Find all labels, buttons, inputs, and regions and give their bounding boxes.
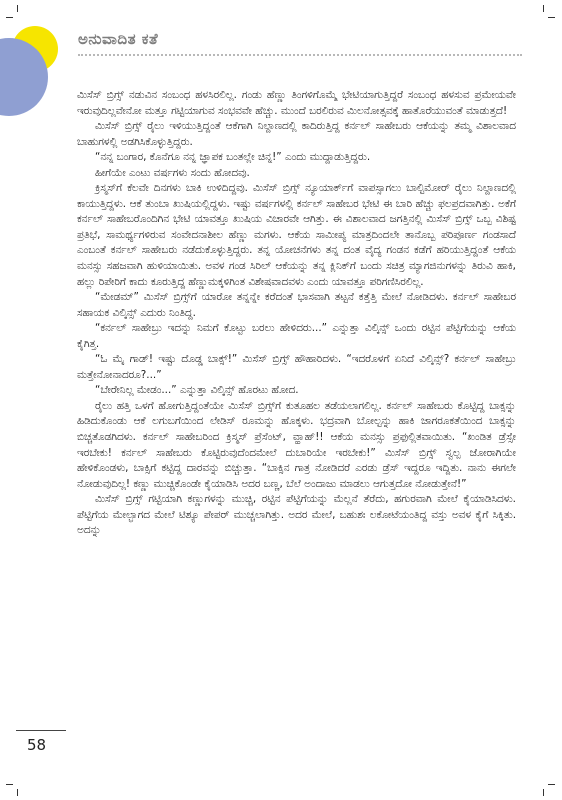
crop-mark-top-right-v	[543, 5, 544, 12]
paragraph: “ಮೇಡಮ್” ಮಿಸೆಸ್ ಬ್ರಿಗ್ಸ್‌ಗೆ ಯಾರೋ ತನ್ನನ್ನೇ ಕರೆದಂತೆ ಭಾಸವಾಗಿ ತಟ್ಟನೆ ಕತ್ತೆತ್ತಿ ಮೇಲೆ ನೋಡಿದಳು. ಕರ್ನಲ್ ಸಾಹೇಬರ ಸಹಾಯಕ ವಿಲ್ಕಿನ್ಸ್ ಎದುರು ನಿಂತಿದ್ದ.	[77, 291, 516, 319]
crop-mark-top-right-h	[548, 17, 555, 18]
page-number: 58	[27, 736, 47, 754]
paragraph: “ಓ ಮೈ ಗಾಡ್! ಇಷ್ಟು ದೊಡ್ಡ ಬಾಕ್ಸ್!” ಮಿಸೆಸ್ ಬ್ರಿಗ್ಸ್ ಹೌಹಾರಿದಳು. “ಇದರೊಳಗೆ ಏನಿದೆ ವಿಲ್ಕಿನ್ಸ್? ಕರ್ನಲ್ ಸಾಹೇಬ್ರು ಮತ್ತೇನೋನಾದರೂ?...”	[77, 353, 516, 381]
paragraph: ಮಿಸೆಸ್ ಬ್ರಿಗ್ಸ್ ಗಟ್ಟಿಯಾಗಿ ಕಣ್ಣುಗಳನ್ನು ಮುಚ್ಚಿ, ರಟ್ಟಿನ ಪೆಟ್ಟಿಗೆಯನ್ನು ಮೆಲ್ಲನೆ ತೆರೆದು, ಹಗುರವಾಗಿ ಮೇಲೆ ಕೈಯಾಡಿಸಿದಳು. ಪೆಟ್ಟಿಗೆಯ ಮೇಲ್ಭಾಗದ ಮೇಲೆ ಟಿಶ್ಯೂ ಪೇಪರ್ ಮುಚ್ಚಲಾಗಿತ್ತು. ಅದರ ಮೇಲೆ, ಬಹುಶಃ ಲಕೋಟೆಯಂತಿದ್ದ ವಸ್ತು ಅವಳ ಕೈಗೆ ಸಿಕ್ಕಿತು. ಅದನ್ನು	[77, 493, 516, 537]
crop-mark-bottom-right-h	[548, 784, 555, 785]
paragraph: ಹೀಗೆಯೇ ಎಂಟು ವರ್ಷಗಳು ಸಂದು ಹೋದವು.	[95, 166, 250, 179]
header-dotted-rule	[78, 54, 522, 56]
footer-rule	[16, 730, 66, 731]
paragraph: ಮಿಸೆಸ್ ಬ್ರಿಗ್ಸ್ ನಡುವಿನ ಸಂಬಂಧ ಹಳಸಿರಲಿಲ್ಲ. ಗಂಡು ಹೆಣ್ಣು ತಿಂಗಳಿಗೊಮ್ಮೆ ಭೇಟಿಯಾಗುತ್ತಿದ್ದರೆ ಸಂಬಂಧ ಹಳಸುವ ಪ್ರಮೇಯವೇ ಇರುವುದಿಲ್ಲವೇನೋ ಮತ್ತೂ ಗಟ್ಟಿಯಾಗುವ ಸಂಭವವೇ ಹೆಚ್ಚು. ಮುಂದೆ ಬರಲಿರುವ ಮಿಲನೋತ್ಸವಕ್ಕೆ ಹಾತೊರೆಯುವಂತೆ ಮಾಡುತ್ತದೆ!	[77, 89, 516, 117]
crop-mark-bottom-right-v	[543, 789, 544, 796]
paragraph: ಮಿಸೆಸ್ ಬ್ರಿಗ್ಸ್ ರೈಲು ಇಳಿಯುತ್ತಿದ್ದಂತೆ ಆಕೆಗಾಗಿ ನಿಲ್ದಾಣದಲ್ಲಿ ಕಾದಿರುತ್ತಿದ್ದ ಕರ್ನಲ್ ಸಾಹೇಬರು ಆಕೆಯನ್ನು ತಮ್ಮ ವಿಶಾಲವಾದ ಬಾಹುಗಳಲ್ಲಿ ಅಡಗಿಸಿಕೊಳ್ಳುತ್ತಿದ್ದರು.	[77, 120, 516, 148]
story-body	[77, 88, 516, 539]
crop-mark-bottom-left-h	[6, 784, 13, 785]
paragraph: ರೈಲು ಹತ್ತಿ ಒಳಗೆ ಹೋಗುತ್ತಿದ್ದಂತೆಯೇ ಮಿಸೆಸ್ ಬ್ರಿಗ್ಸ್‌ಗೆ ಕುತೂಹಲ ತಡೆಯಲಾಗಲಿಲ್ಲ. ಕರ್ನಲ್ ಸಾಹೇಬರು ಕೊಟ್ಟಿದ್ದ ಬಾಕ್ಸನ್ನು ಹಿಡಿದುಕೊಂಡು ಆಕೆ ಲಗುಬಗೆಯಿಂದ ಲೇಡಿಸ್ ರೂಮನ್ನು ಹೊಕ್ಕಳು. ಭದ್ರವಾಗಿ ಬೋಲ್ಟನ್ನು ಹಾಕಿ ಜಾಗರೂಕತೆಯಿಂದ ಬಾಕ್ಸನ್ನು ಬಿಚ್ಚತೊಡಗಿದಳು. ಕರ್ನಲ್ ಸಾಹೇಬರಿಂದ ಕ್ರಿಸ್ಮಸ್ ಪ್ರೆಸೆಂಟ್, ವ್ಹಾಹ್!! ಆಕೆಯ ಮನಸ್ಸು ಪ್ರಫುಲ್ಲಿತವಾಯಿತು. “ಖಂಡಿತ ಡ್ರೆಸ್ಸೇ ಇರಬೇಕು! ಕರ್ನಲ್ ಸಾಹೇಬರು ಕೊಟ್ಟಿರುವುದೆಂದಮೇಲೆ ದುಬಾರಿಯೇ ಇರಬೇಕು!” ಮಿಸೆಸ್ ಬ್ರಿಗ್ಸ್ ಸ್ವಲ್ಪ ಜೋರಾಗಿಯೇ ಹೇಳಿಕೊಂಡಳು, ಬಾಕ್ಸಿಗೆ ಕಟ್ಟಿದ್ದ ದಾರವನ್ನು ಬಿಚ್ಚುತ್ತಾ. “ಬಾಕ್ಸಿನ ಗಾತ್ರ ನೋಡಿದರೆ ಎರಡು ಡ್ರೆಸ್ ಇದ್ದರೂ ಇದ್ದಿತು. ನಾನು ಈಗಲೇ ನೋಡುವುದಿಲ್ಲ! ಕಣ್ಣು ಮುಚ್ಚಿಕೊಂಡೇ ಕೈಯಾಡಿಸಿ ಅದರ ಬಣ್ಣ, ಬೆಲೆ ಅಂದಾಜು ಮಾಡಲು ಆಗುತ್ತದೋ ನೋಡುತ್ತೇನೆ!”	[77, 399, 516, 490]
crop-mark-top-left-h	[6, 17, 13, 18]
paragraph: “ಬೇರೇನಿಲ್ಲ ಮೇಡಂ...” ಎನ್ನುತ್ತಾ ವಿಲ್ಕಿನ್ಸ್ ಹೊರಟು ಹೋದ.	[95, 384, 299, 397]
paragraph: ಕ್ರಿಸ್ಮಸ್‌ಗೆ ಕೆಲವೇ ದಿನಗಳು ಬಾಕಿ ಉಳಿದಿದ್ದವು. ಮಿಸೆಸ್ ಬ್ರಿಗ್ಸ್ ನ್ಯೂಯಾರ್ಕ್‌ಗೆ ವಾಪಸ್ಸಾಗಲು ಬಾಲ್ಟಿಮೋರ್ ರೈಲು ನಿಲ್ದಾಣದಲ್ಲಿ ಕಾಯುತ್ತಿದ್ದಳು. ಆಕೆ ತುಂಬಾ ಖುಷಿಯಲ್ಲಿದ್ದಳು. ಇಷ್ಟು ವರ್ಷಗಳಲ್ಲಿ ಕರ್ನಲ್ ಸಾಹೇಬರ ಭೇಟಿ ಈ ಬಾರಿ ಹೆಚ್ಚು ಫಲಪ್ರದವಾಗಿತ್ತು. ಅಕೆಗೆ ಕರ್ನಲ್ ಸಾಹೇಬರೊಂದಿಗಿನ ಭೇಟಿ ಯಾವತ್ತೂ ಖುಷಿಯ ವಿಚಾರವೇ ಆಗಿತ್ತು. ಈ ವಿಶಾಲವಾದ ಜಗತ್ತಿನಲ್ಲಿ ಮಿಸೆಸ್ ಬ್ರಿಗ್ಸ್ ಒಬ್ಬ ವಿಶಿಷ್ಟ ಪ್ರತಿಭೆ, ಸಾಮರ್ಥ್ಯಗಳಿರುವ ಸಂವೇದನಾಶೀಲ ಹೆಣ್ಣು ಮಗಳು. ಆಕೆಯ ಸಾಮೀಪ್ಯ ಮಾತ್ರದಿಂದಲೇ ತಾನೊಬ್ಬ ಪರಿಪೂರ್ಣ ಗಂಡಸಾದೆ ಎಂಬಂತೆ ಕರ್ನಲ್ ಸಾಹೇಬರು ನಡೆದುಕೊಳ್ಳುತ್ತಿದ್ದರು. ತನ್ನ ಯೋಚನೆಗಳು ತನ್ನ ದಂತ ವೈದ್ಯ ಗಂಡನ ಕಡೆಗೆ ಹರಿಯುತ್ತಿದ್ದಂತೆ ಆಕೆಯ ಮನಸ್ಸು ಸಹಜವಾಗಿ ಹುಳಿಯಾಯಿತು. ಅವಳ ಗಂಡ ಸಿರಿಲ್ ಆಕೆಯನ್ನು ತನ್ನ ಕ್ಲಿನಿಕ್‌ಗೆ ಬಂದು ಸಚಿತ್ರ ಮ್ಯಾಗಜಿನುಗಳನ್ನು ತಿರುವಿ ಹಾಕಿ, ಹಲ್ಲು ರಿಪೇರಿಗೆ ಕಾದು ಕೂರುತ್ತಿದ್ದ ಹೆಣ್ಣುಮಕ್ಕಳಿಗಿಂತ ವಿಶೇಷವಾದವಳು ಎಂದು ಯಾವತ್ತೂ ಪರಿಗಣಿಸಿರಲಿಲ್ಲ.	[77, 182, 516, 288]
section-header: ಅನುವಾದಿತ ಕತೆ	[78, 30, 159, 48]
paragraph: “ನನ್ನ ಬಂಗಾರ, ಕೊನೆಗೂ ನನ್ನ ಜ್ಞಾಪಕ ಬಂತಲ್ಲೇ ಚಿನ್ನ!” ಎಂದು ಮುದ್ದಾಡುತ್ತಿದ್ದರು.	[95, 151, 371, 164]
crop-mark-bottom-left-v	[17, 789, 18, 796]
paragraph: “ಕರ್ನಲ್ ಸಾಹೇಬ್ರು ಇದನ್ನು ನಿಮಗೆ ಕೊಟ್ಟು ಬರಲು ಹೇಳಿದರು...” ಎನ್ನುತ್ತಾ ವಿಲ್ಕಿನ್ಸ್ ಒಂದು ರಟ್ಟಿನ ಪೆಟ್ಟಿಗೆಯನ್ನು ಆಕೆಯ ಕೈಗಿತ್ತ.	[77, 322, 516, 350]
crop-mark-top-left-v	[17, 5, 18, 12]
